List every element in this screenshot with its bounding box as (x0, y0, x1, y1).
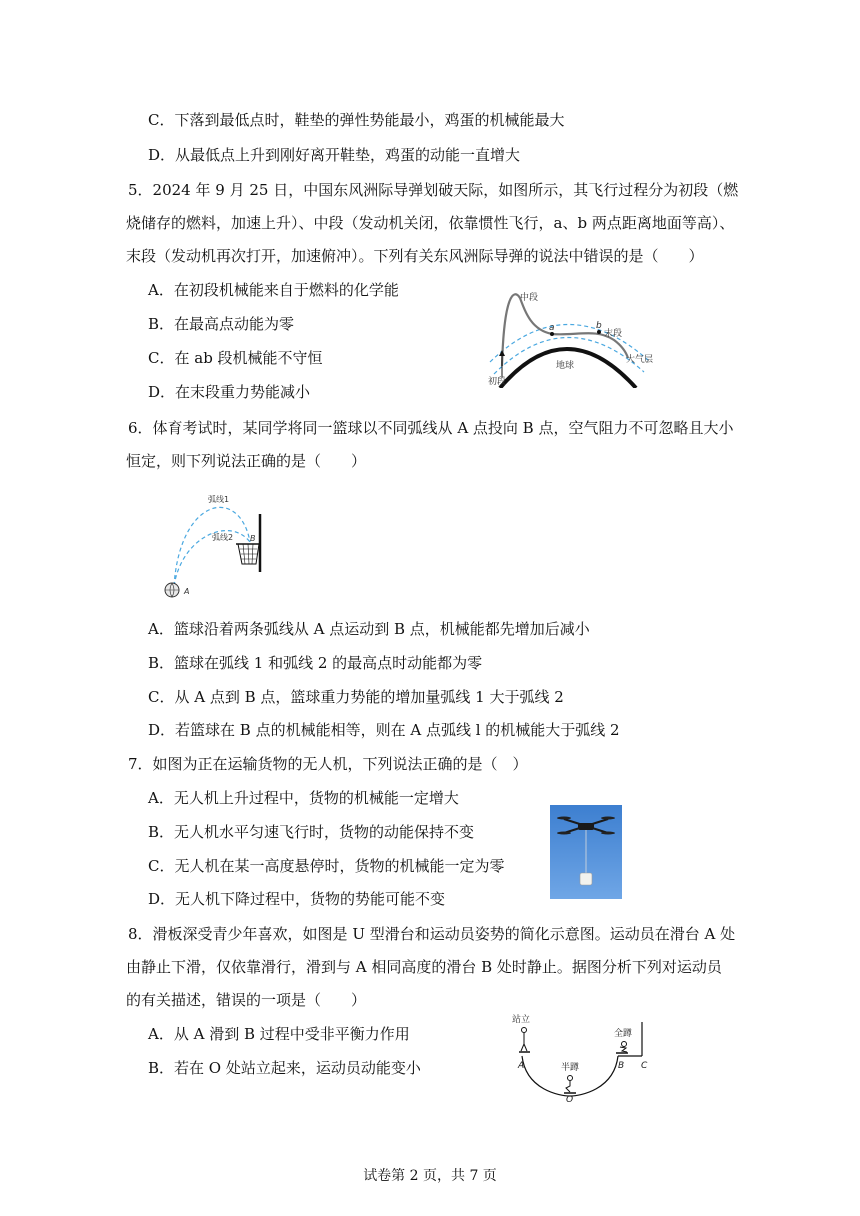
label-stand: 站立 (512, 1015, 531, 1025)
q6-stem-line1: 6．体育考试时，某同学将同一篮球以不同弧线从 A 点投向 B 点，空气阻力不可忽略且大小 (128, 419, 734, 437)
drone-cargo (580, 873, 592, 885)
q7-option-b: B．无人机水平匀速飞行时，货物的动能保持不变 (148, 823, 475, 841)
label-b: B (250, 534, 256, 543)
q5-stem-line1: 5．2024 年 9 月 25 日，中国东风洲际导弹划破天际，如图所示，其飞行过程分为初段（燃 (128, 181, 739, 199)
label-start: 初段 (488, 377, 507, 387)
q5-stem-line2: 烧储存的燃料，加速上升）、中段（发动机关闭，依靠惯性飞行，a、b 两点距离地面等高）、 (126, 214, 735, 232)
q5-option-a: A．在初段机械能来自于燃料的化学能 (148, 281, 399, 299)
label-b: b (596, 321, 602, 331)
q5-option-d: D．在末段重力势能减小 (148, 383, 311, 401)
label-mid: 中段 (520, 293, 539, 303)
q8-stem-line1: 8．滑板深受青少年喜欢，如图是 U 型滑台和运动员姿势的简化示意图。运动员在滑台 A 处 (128, 925, 736, 943)
label-o: O (566, 1095, 574, 1102)
skater-standing (522, 1028, 527, 1033)
q5-stem-line3: 末段（发动机再次打开，加速俯冲）。下列有关东风洲际导弹的说法中错误的是（ ） (126, 247, 704, 265)
q8-option-a: A．从 A 滑到 B 过程中受非平衡力作用 (148, 1025, 410, 1043)
label-half-squat: 半蹲 (561, 1063, 580, 1073)
label-atmosphere: 大气层 (626, 355, 654, 365)
label-a: A (184, 587, 190, 596)
q7-stem-line1: 7．如图为正在运输货物的无人机，下列说法正确的是（ ） (128, 755, 528, 773)
drone-photo (550, 805, 622, 899)
label-full-squat: 全蹲 (614, 1029, 633, 1039)
q8-option-b: B．若在 O 处站立起来，运动员动能变小 (148, 1059, 421, 1077)
q7-option-d: D．无人机下降过程中，货物的势能可能不变 (148, 890, 446, 908)
basketball-arcs-figure (160, 486, 270, 604)
label-end: 末段 (604, 329, 623, 339)
q5-option-c: C．在 ab 段机械能不守恒 (148, 349, 323, 367)
q4-option-c: C．下落到最低点时，鞋垫的弹性势能最小，鸡蛋的机械能最大 (148, 111, 565, 129)
label-a: a (549, 323, 555, 333)
label-earth: 地球 (556, 361, 575, 371)
q7-option-c: C．无人机在某一高度悬停时，货物的机械能一定为零 (148, 857, 505, 875)
atmosphere-arc-outer (490, 324, 648, 362)
u-ramp-figure (500, 1012, 668, 1102)
q6-stem-line2: 恒定，则下列说法正确的是（ ） (126, 452, 367, 470)
q7-option-a: A．无人机上升过程中，货物的机械能一定增大 (148, 789, 459, 807)
q6-option-d: D．若篮球在 B 点的机械能相等，则在 A 点弧线 l 的机械能大于弧线 2 (148, 721, 620, 739)
label-arc1: 弧线1 (208, 495, 230, 504)
q6-option-c: C．从 A 点到 B 点，篮球重力势能的增加量弧线 1 大于弧线 2 (148, 688, 564, 706)
label-b: B (618, 1061, 625, 1071)
label-a: A (518, 1061, 525, 1071)
q5-option-b: B．在最高点动能为零 (148, 315, 295, 333)
q6-option-a: A．篮球沿着两条弧线从 A 点运动到 B 点，机械能都先增加后减小 (148, 620, 590, 638)
page-footer: 试卷第 2 页，共 7 页 (363, 1168, 497, 1184)
label-c: C (641, 1061, 648, 1071)
q8-stem-line2: 由静止下滑，仅依靠滑行，滑到与 A 相同高度的滑台 B 处时静止。据图分析下列对运动员 (126, 958, 722, 976)
q6-option-b: B．篮球在弧线 1 和弧线 2 的最高点时动能都为零 (148, 654, 483, 672)
q4-option-d: D．从最低点上升到刚好离开鞋垫，鸡蛋的动能一直增大 (148, 146, 521, 164)
label-arc2: 弧线2 (212, 533, 234, 542)
skater-half-squat (568, 1076, 573, 1081)
q8-stem-line3: 的有关描述，错误的一项是（ ） (126, 991, 367, 1009)
skater-full-squat (622, 1042, 627, 1047)
missile-trajectory-figure (486, 284, 656, 388)
